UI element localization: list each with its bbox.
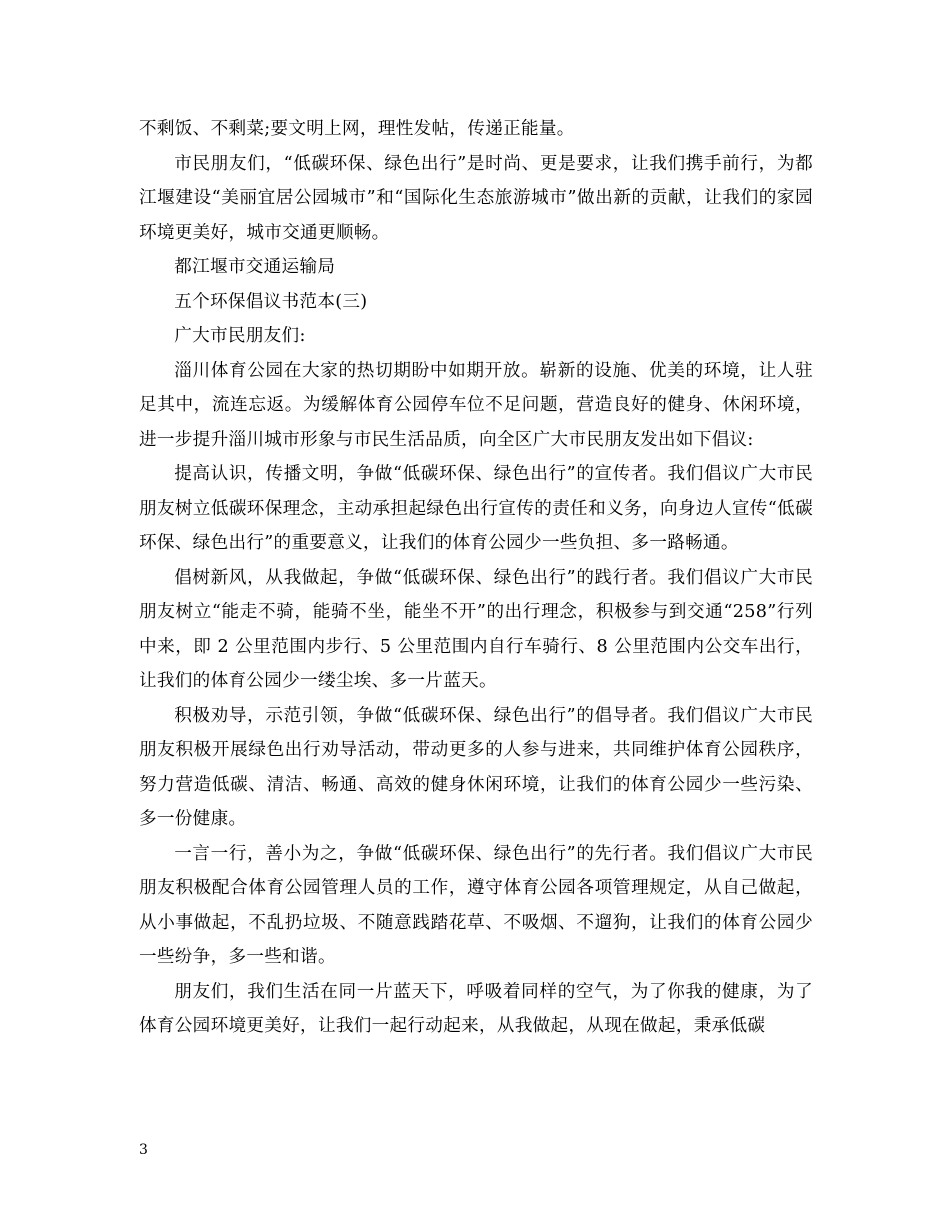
paragraph-intro: 淄川体育公园在大家的热切期盼中如期开放。崭新的设施、优美的环境，让人驻足其中，流连忘返。为缓解体育公园停车位不足问题，营造良好的健身、休闲环境，进一步提升淄川城市形象与市民生活品质，向全区广大市民朋友发出如下倡议: [139,360,813,450]
paragraph-proposal-3: 积极劝导，示范引领，争做“低碳环保、绿色出行”的倡导者。我们倡议广大市民朋友积极开展绿色出行劝导活动，带动更多的人参与进来，共同维护体育公园秩序，努力营造低碳、清洁、畅通、高效的健身休闲环境，让我们的体育公园少一些污染、多一份健康。 [139,705,813,829]
document-body [139,112,813,1044]
paragraph-salutation: 广大市民朋友们: [174,326,306,346]
paragraph-closing: 朋友们，我们生活在同一片蓝天下，呼吸着同样的空气，为了你我的健康，为了体育公园环境更美好，让我们一起行动起来，从我做起，从现在做起，秉承低碳 [139,981,813,1036]
paragraph-signature: 都江堰市交通运输局 [174,257,336,277]
paragraph-call-to-action: 市民朋友们，“低碳环保、绿色出行”是时尚、更是要求，让我们携手前行，为都江堰建设“美丽宜居公园城市”和“国际化生态旅游城市”做出新的贡献，让我们的家园环境更美好，城市交通更顺畅。 [139,153,813,243]
page-number: 3 [139,1142,148,1158]
paragraph-proposal-2: 倡树新风，从我做起，争做“低碳环保、绿色出行”的践行者。我们倡议广大市民朋友树立“能走不骑，能骑不坐，能坐不开”的出行理念，积极参与到交通“258”行列中来，即 2 公里范围内步行、5 公里范围内自行车骑行、8 公里范围内公交车出行，让我们的体育公园少一缕尘埃、多一片蓝天。 [139,567,813,691]
section-title: 五个环保倡议书范本(三) [174,291,368,312]
paragraph-proposal-4: 一言一行，善小为之，争做“低碳环保、绿色出行”的先行者。我们倡议广大市民朋友积极配合体育公园管理人员的工作，遵守体育公园各项管理规定，从自己做起，从小事做起，不乱扔垃圾、不随意践踏花草、不吸烟、不遛狗，让我们的体育公园少一些纷争，多一些和谐。 [139,843,813,967]
paragraph-continuation: 不剩饭、不剩菜;要文明上网，理性发帖，传递正能量。 [139,119,575,139]
paragraph-proposal-1: 提高认识，传播文明，争做“低碳环保、绿色出行”的宣传者。我们倡议广大市民朋友树立低碳环保理念，主动承担起绿色出行宣传的责任和义务，向身边人宣传“低碳环保、绿色出行”的重要意义，让我们的体育公园少一些负担、多一路畅通。 [139,464,813,553]
